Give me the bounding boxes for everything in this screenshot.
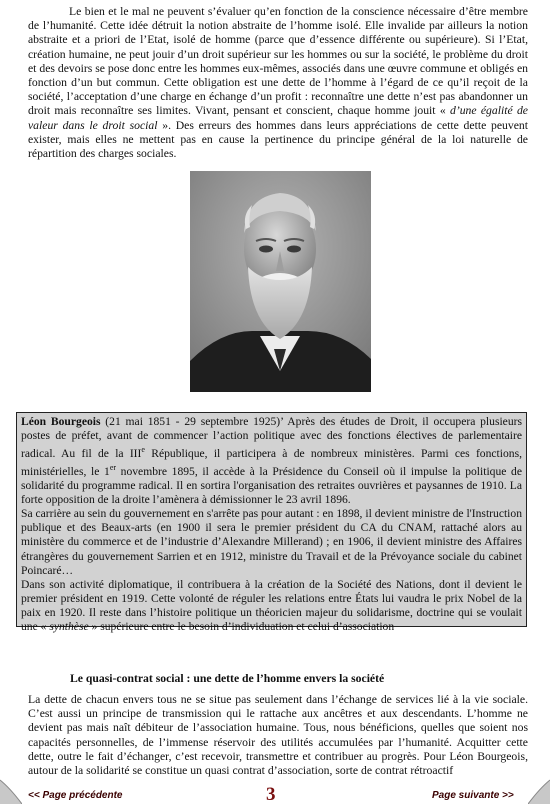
page-curl-icon <box>528 778 550 804</box>
section-paragraph: La dette de chacun envers tous ne se situe pas seulement dans l’échange de services lié à la vie sociale. C’est aussi un principe de transmission qui le rattache aux ancêtres et aux descendants. L’homme ne devient pas mais naît débiteur de l’association humaine. Tous, nous bénéficions, quelles que soient nos capacités personnelles, de l’immense réservoir des utilités accumulées par l’humanité. Acquitter cette dette, outre le fait d’échanger, c’est recevoir, transmettre et contribuer au progrès. Pour Léon Bourgeois, autour de la solidarité se constitue un quasi contrat d’association, sorte de contrat rétroactif <box>28 693 528 778</box>
bio-superscript: e <box>141 445 145 455</box>
previous-page-link[interactable]: << Page précédente <box>28 790 123 801</box>
bio-text: » supérieure entre le besoin d’individuation et celui d’association <box>91 620 395 634</box>
section-heading: Le quasi-contrat social : une dette de l’homme envers la société <box>70 672 385 685</box>
intro-paragraph <box>28 5 528 161</box>
bio-superscript: er <box>109 463 117 473</box>
bio-text: République, il participera à de nombreux ministères. Parmi ces fonctions, ministérielles, le 1 <box>21 447 522 478</box>
intro-text: Le bien et le mal ne peuvent s’évaluer qu’en fonction de la conscience nécessaire d’être membre de l’humanité. Cette idée détruit la notion abstraite de l’homme isolé. Elle invalide par ailleurs la notion abstraite et a priori de l’Etat, isolé de homme (parce que d’essence différente ou supérieure). Si l’Etat, création humaine, ne peut jouir d’un droit supérieur sur les hommes ou sur la société, le problème du droit et des devoirs se pose donc entre les hommes eux-mêmes, associés dans une œuvre commune et obligés en fonction d’un but commun. Cette obligation est une dette de l’homme à l’égard de ce qu’il reçoit de la société, l’acceptation d’une charge en échange d’un profit : reconnaître une dette n’est pas abandonner un droit mais reconnaître ses limites. Vivant, pensant et conscient, chaque homme jouit « <box>28 5 528 118</box>
intro-text-end: ». Des erreurs des hommes dans leurs appréciations de cette dette peuvent exister, mais elles ne mettent pas en cause la pertinence du principe général de la loi naturelle de répartition des charges sociales. <box>28 118 528 161</box>
portrait-photo <box>190 171 371 392</box>
page-curl-icon <box>0 778 22 804</box>
bio-paragraph-3 <box>21 578 522 634</box>
bio-name: Léon Bourgeois <box>21 415 101 428</box>
intro-quote: d’une égalité de valeur dans le droit social <box>28 104 528 132</box>
bio-paragraph-1 <box>21 415 522 507</box>
bio-text: (21 mai 1851 - 29 septembre 1925)’ Après des études de Droit, il occupera plusieurs postes de préfet, avant de commencer l’action politique avec des fonctions électives de parlementaire radical. Au fil de la III <box>21 415 522 461</box>
next-page-link[interactable]: Page suivante >> <box>432 790 514 801</box>
bio-text: Dans son activité diplomatique, il contribuera à la création de la Société des Nations, dont il devient le premier président en 1919. Cette volonté de réguler les relations entre États lui vaudra le prix Nobel de la paix en 1920. Il reste dans l’histoire politique un théoricien majeur du solidarisme, doctrine qui se voulait une « <box>21 577 522 634</box>
page-navigation <box>0 778 550 804</box>
bio-emphasis: synthèse <box>46 620 92 634</box>
biography-box <box>16 412 527 634</box>
page-number: 3 <box>266 784 276 805</box>
bio-paragraph-2: Sa carrière au sein du gouvernement en s'arrête pas pour autant : en 1898, il devient ministre de l'Instruction publique et des Beaux-arts (en 1900 il sera le premier président du CA du CNAM, rattaché alors au ministère du commerce et de l’industrie d’Alexandre Millerand) ; en 1906, il devient ministre des Affaires étrangères du gouvernement Sarrien et en 1912, ministre du Travail et de la Prévoyance sociale du cabinet Poincaré… <box>21 507 522 577</box>
bio-text: novembre 1895, il accède à la Présidence du Conseil où il impulse la politique de solidarité du programme radical. Il en sortira l'organisation des retraites ouvrières et paysannes de 1910. La forte opposition de la droite l’amènera à démissionner le 23 avril 1896. <box>21 465 523 507</box>
